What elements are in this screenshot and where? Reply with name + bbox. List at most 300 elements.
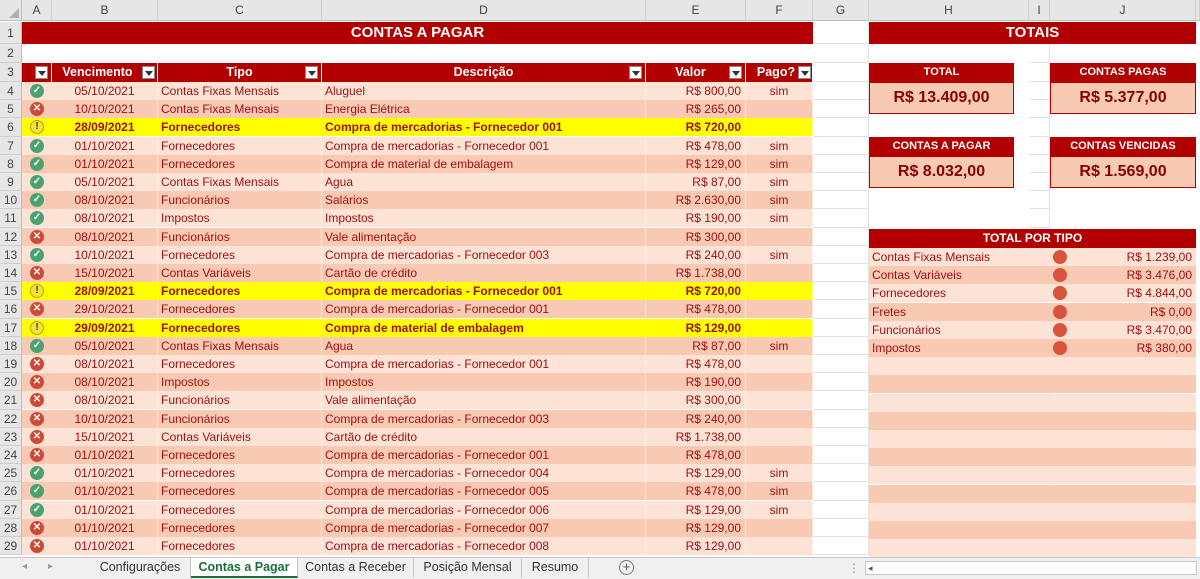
cell-pago[interactable]: sim [746, 209, 813, 227]
empty-cell[interactable] [1029, 173, 1050, 191]
cell-date[interactable]: 05/10/2021 [52, 173, 158, 191]
cell-date[interactable]: 10/10/2021 [52, 100, 158, 118]
tipo-row[interactable] [869, 412, 1196, 430]
tipo-label: Impostos [872, 341, 921, 355]
table-row[interactable] [22, 446, 813, 464]
cell-tipo[interactable]: Fornecedores [158, 501, 322, 519]
row-header[interactable]: 17 [0, 319, 22, 337]
cell-pago[interactable] [746, 282, 813, 300]
empty-cell[interactable] [813, 337, 869, 355]
column-header[interactable]: H [869, 0, 1029, 21]
row-header[interactable]: 25 [0, 464, 22, 482]
tipo-row[interactable] [869, 357, 1196, 375]
cell-valor[interactable]: R$ 240,00 [646, 246, 746, 264]
empty-cell[interactable] [813, 428, 869, 446]
check-circle-icon: ✓ [30, 339, 44, 353]
column-header[interactable]: C [158, 0, 322, 21]
table-row[interactable] [22, 100, 813, 118]
tab-nav-prev-icon[interactable]: ◂ [22, 561, 28, 572]
column-header[interactable]: I [1029, 0, 1050, 21]
cell-date[interactable]: 01/10/2021 [52, 537, 158, 555]
tipo-row[interactable] [869, 539, 1196, 557]
tipo-row[interactable] [869, 448, 1196, 466]
filter-button[interactable] [629, 66, 642, 79]
cell-valor[interactable]: R$ 265,00 [646, 100, 746, 118]
tipo-row[interactable] [869, 266, 1196, 284]
tipo-label: Fretes [872, 304, 907, 319]
empty-cell[interactable] [1029, 100, 1050, 118]
cell-desc[interactable]: Agua [322, 337, 646, 355]
sheet-tab[interactable]: Contas a Receber [298, 558, 414, 578]
table-row[interactable] [22, 173, 813, 191]
horizontal-scrollbar[interactable] [865, 561, 1197, 575]
cell-date[interactable]: 08/10/2021 [52, 373, 158, 391]
empty-cell[interactable] [813, 209, 869, 227]
cell-tipo[interactable]: Fornecedores [158, 482, 322, 500]
tipo-row[interactable] [869, 248, 1196, 266]
cell-valor[interactable]: R$ 129,00 [646, 464, 746, 482]
cell-pago[interactable]: sim [746, 337, 813, 355]
cell-pago[interactable] [746, 228, 813, 246]
tipo-row[interactable] [869, 375, 1196, 393]
cell-valor[interactable]: R$ 87,00 [646, 173, 746, 191]
cell-desc[interactable]: Vale alimentação [322, 391, 646, 409]
cell-date[interactable]: 05/10/2021 [52, 337, 158, 355]
tipo-value: R$ 3.476,00 [1126, 268, 1192, 283]
cell-pago[interactable] [746, 373, 813, 391]
cell-desc[interactable]: Compra de mercadorias - Fornecedor 006 [322, 501, 646, 519]
row-header[interactable]: 5 [0, 100, 22, 118]
table-row[interactable] [22, 391, 813, 409]
cell-valor[interactable]: R$ 1.738,00 [646, 428, 746, 446]
add-sheet-icon[interactable]: + [619, 560, 634, 575]
table-row[interactable] [22, 300, 813, 318]
cell-desc[interactable]: Aluguel [322, 82, 646, 100]
row-header[interactable]: 7 [0, 137, 22, 155]
cell-valor[interactable]: R$ 478,00 [646, 355, 746, 373]
column-header[interactable]: D [322, 0, 646, 21]
cell-valor[interactable]: R$ 129,00 [646, 155, 746, 173]
cell-tipo[interactable]: Contas Variáveis [158, 428, 322, 446]
cell-valor[interactable]: R$ 87,00 [646, 337, 746, 355]
cell-tipo[interactable]: Fornecedores [158, 155, 322, 173]
cell-valor[interactable]: R$ 478,00 [646, 482, 746, 500]
table-row[interactable] [22, 337, 813, 355]
cell-date[interactable]: 01/10/2021 [52, 482, 158, 500]
cell-tipo[interactable]: Fornecedores [158, 355, 322, 373]
cell-valor[interactable]: R$ 300,00 [646, 391, 746, 409]
cell-date[interactable]: 08/10/2021 [52, 209, 158, 227]
header-pago [746, 63, 813, 82]
tipo-row[interactable] [869, 394, 1196, 412]
tipo-row[interactable] [869, 466, 1196, 484]
tipo-value: R$ 1.239,00 [1126, 250, 1192, 264]
x-circle-icon: ✕ [30, 412, 44, 426]
cell-tipo[interactable]: Funcionários [158, 391, 322, 409]
card-total-header [869, 63, 1014, 82]
cell-date[interactable]: 08/10/2021 [52, 391, 158, 409]
tipo-label: Contas Variáveis [872, 268, 962, 283]
empty-cell[interactable] [1029, 191, 1050, 209]
row-header[interactable]: 22 [0, 410, 22, 428]
sheet-tab[interactable]: Configurações [90, 558, 191, 578]
empty-cell[interactable] [813, 464, 869, 482]
cell-pago[interactable] [746, 300, 813, 318]
cell-desc[interactable]: Compra de material de embalagem [322, 155, 646, 173]
table-row[interactable] [22, 355, 813, 373]
row-header[interactable]: 24 [0, 446, 22, 464]
cell-desc[interactable]: Compra de mercadorias - Fornecedor 004 [322, 464, 646, 482]
cell-pago[interactable]: sim [746, 82, 813, 100]
cell-pago[interactable] [746, 537, 813, 555]
cell-desc[interactable]: Compra de mercadorias - Fornecedor 005 [322, 482, 646, 500]
tipo-row[interactable] [869, 430, 1196, 448]
row-header[interactable]: 3 [0, 63, 22, 82]
check-circle-icon: ✓ [30, 484, 44, 498]
cell-date[interactable]: 29/09/2021 [52, 319, 158, 337]
cell-pago[interactable] [746, 264, 813, 282]
row-header[interactable]: 4 [0, 82, 22, 100]
cell-date[interactable]: 01/10/2021 [52, 446, 158, 464]
empty-cell[interactable] [813, 82, 869, 100]
cell-desc[interactable]: Compra de mercadorias - Fornecedor 001 [322, 300, 646, 318]
row-header[interactable]: 6 [0, 118, 22, 136]
cell-date[interactable]: 08/10/2021 [52, 228, 158, 246]
table-row[interactable] [22, 209, 813, 227]
empty-cell[interactable] [813, 137, 869, 155]
tipo-value: R$ 0,00 [1149, 304, 1192, 319]
column-header[interactable]: J [1050, 0, 1196, 21]
filter-button[interactable] [305, 66, 318, 79]
row-header[interactable]: 12 [0, 228, 22, 246]
cell-valor[interactable]: R$ 1.738,00 [646, 264, 746, 282]
empty-cell[interactable] [813, 118, 869, 136]
cell-date[interactable]: 28/09/2021 [52, 282, 158, 300]
table-row[interactable] [22, 519, 813, 537]
empty-cell[interactable] [1029, 63, 1050, 82]
cell-tipo[interactable]: Fornecedores [158, 300, 322, 318]
empty-cell[interactable] [813, 155, 869, 173]
empty-cell[interactable] [813, 191, 869, 209]
row-header[interactable]: 14 [0, 264, 22, 282]
cell-tipo[interactable]: Funcionários [158, 228, 322, 246]
row-header[interactable]: 11 [0, 209, 22, 227]
empty-cell[interactable] [1029, 44, 1050, 63]
cell-pago[interactable]: sim [746, 155, 813, 173]
cell-tipo[interactable]: Fornecedores [158, 137, 322, 155]
cell-valor[interactable]: R$ 2.630,00 [646, 191, 746, 209]
cell-tipo[interactable]: Fornecedores [158, 319, 322, 337]
cell-date[interactable]: 28/09/2021 [52, 118, 158, 136]
column-header[interactable]: E [646, 0, 746, 21]
cell-pago[interactable]: sim [746, 501, 813, 519]
cell-valor[interactable]: R$ 478,00 [646, 300, 746, 318]
filter-button[interactable] [35, 66, 48, 79]
cell-tipo[interactable]: Fornecedores [158, 282, 322, 300]
table-row[interactable] [22, 118, 813, 136]
card-pagas-header [1050, 63, 1196, 82]
row-header[interactable]: 2 [0, 44, 22, 63]
empty-cell[interactable] [813, 410, 869, 428]
cell-valor[interactable]: R$ 129,00 [646, 519, 746, 537]
cell-tipo[interactable]: Contas Fixas Mensais [158, 337, 322, 355]
row-header[interactable]: 26 [0, 482, 22, 500]
table-row[interactable] [22, 264, 813, 282]
empty-cell[interactable] [813, 482, 869, 500]
table-row[interactable] [22, 501, 813, 519]
cell-pago[interactable] [746, 428, 813, 446]
cell-desc[interactable]: Vale alimentação [322, 228, 646, 246]
cell-desc[interactable]: Compra de mercadorias - Fornecedor 001 [322, 118, 646, 136]
cell-desc[interactable]: Impostos [322, 209, 646, 227]
empty-cell[interactable] [813, 282, 869, 300]
x-circle-icon: ✕ [30, 375, 44, 389]
cell-date[interactable]: 08/10/2021 [52, 191, 158, 209]
row-header[interactable]: 21 [0, 391, 22, 409]
cell-tipo[interactable]: Fornecedores [158, 537, 322, 555]
row-header[interactable]: 18 [0, 337, 22, 355]
cell-desc[interactable]: Compra de mercadorias - Fornecedor 001 [322, 446, 646, 464]
status-dot-icon [1053, 323, 1067, 337]
tipo-row[interactable] [869, 521, 1196, 539]
cell-desc[interactable]: Compra de mercadorias - Fornecedor 003 [322, 246, 646, 264]
cell-desc[interactable]: Compra de mercadorias - Fornecedor 007 [322, 519, 646, 537]
column-header[interactable]: F [746, 0, 813, 21]
table-row[interactable] [22, 373, 813, 391]
cell-desc[interactable]: Compra de mercadorias - Fornecedor 003 [322, 410, 646, 428]
cell-desc[interactable]: Compra de mercadorias - Fornecedor 001 [322, 137, 646, 155]
row-header[interactable]: 19 [0, 355, 22, 373]
empty-cell[interactable] [813, 228, 869, 246]
empty-cell[interactable] [1029, 209, 1050, 227]
card-vencidas-amount: R$ 1.569,00 [1079, 163, 1167, 180]
empty-cell[interactable] [813, 44, 869, 63]
tipo-row[interactable] [869, 303, 1196, 321]
column-header[interactable]: B [52, 0, 158, 21]
empty-cell[interactable] [813, 246, 869, 264]
tipo-row[interactable] [869, 503, 1196, 521]
cell-pago[interactable]: sim [746, 482, 813, 500]
card-vencidas-value[interactable] [1050, 156, 1196, 188]
cell-tipo[interactable]: Contas Variáveis [158, 264, 322, 282]
cell-tipo[interactable]: Fornecedores [158, 519, 322, 537]
empty-cell[interactable] [813, 319, 869, 337]
cell-pago[interactable] [746, 410, 813, 428]
cell-valor[interactable]: R$ 129,00 [646, 501, 746, 519]
empty-cell[interactable] [813, 391, 869, 409]
cell-tipo[interactable]: Funcionários [158, 410, 322, 428]
column-header[interactable]: A [22, 0, 52, 21]
empty-cell[interactable] [813, 501, 869, 519]
cell-date[interactable]: 10/10/2021 [52, 410, 158, 428]
cell-tipo[interactable]: Fornecedores [158, 446, 322, 464]
empty-cell[interactable] [813, 519, 869, 537]
cell-valor[interactable]: R$ 720,00 [646, 118, 746, 136]
tipo-row[interactable] [869, 321, 1196, 339]
sheet-tab[interactable]: Resumo [522, 558, 589, 578]
empty-cell[interactable] [1029, 137, 1050, 155]
cell-tipo[interactable]: Fornecedores [158, 464, 322, 482]
card-total-amount: R$ 13.409,00 [893, 89, 990, 106]
filter-button[interactable] [729, 66, 742, 79]
empty-cell[interactable] [1029, 82, 1050, 100]
empty-cell[interactable] [813, 63, 869, 82]
card-pagas-amount: R$ 5.377,00 [1079, 89, 1167, 106]
cell-valor[interactable]: R$ 129,00 [646, 319, 746, 337]
header-descricao [322, 63, 646, 82]
cell-desc[interactable]: Cartão de crédito [322, 264, 646, 282]
row-header[interactable]: 9 [0, 173, 22, 191]
cell-pago[interactable] [746, 446, 813, 464]
card-pagas-value[interactable] [1050, 82, 1196, 114]
empty-cell[interactable] [813, 300, 869, 318]
cell-date[interactable]: 01/10/2021 [52, 155, 158, 173]
cell-valor[interactable]: R$ 300,00 [646, 228, 746, 246]
table-row[interactable] [22, 246, 813, 264]
row-header[interactable]: 20 [0, 373, 22, 391]
card-total-value[interactable] [869, 82, 1014, 114]
cell-tipo[interactable]: Contas Fixas Mensais [158, 173, 322, 191]
row-header[interactable]: 13 [0, 246, 22, 264]
cell-tipo[interactable]: Fornecedores [158, 118, 322, 136]
cell-tipo[interactable]: Impostos [158, 373, 322, 391]
cell-valor[interactable]: R$ 240,00 [646, 410, 746, 428]
empty-cell[interactable] [813, 22, 869, 44]
tipo-row[interactable] [869, 339, 1196, 357]
cell-valor[interactable]: R$ 800,00 [646, 82, 746, 100]
select-all-corner[interactable] [0, 0, 22, 21]
table-row[interactable] [22, 428, 813, 446]
cell-date[interactable]: 01/10/2021 [52, 501, 158, 519]
status-dot-icon [1053, 286, 1067, 300]
cell-pago[interactable]: sim [746, 246, 813, 264]
cell-pago[interactable] [746, 118, 813, 136]
cell-pago[interactable]: sim [746, 173, 813, 191]
sheet-tab[interactable]: Posição Mensal [414, 558, 522, 578]
column-header[interactable]: G [813, 0, 869, 21]
cell-desc[interactable]: Compra de mercadorias - Fornecedor 008 [322, 537, 646, 555]
cell-date[interactable]: 05/10/2021 [52, 82, 158, 100]
table-row[interactable] [22, 155, 813, 173]
row-header[interactable]: 10 [0, 191, 22, 209]
cell-desc[interactable]: Agua [322, 173, 646, 191]
cell-date[interactable]: 15/10/2021 [52, 428, 158, 446]
cell-valor[interactable]: R$ 478,00 [646, 137, 746, 155]
empty-cell[interactable] [813, 355, 869, 373]
cell-desc[interactable]: Compra de material de embalagem [322, 319, 646, 337]
x-circle-icon: ✕ [30, 357, 44, 371]
card-apagar-value[interactable] [869, 156, 1014, 188]
cell-valor[interactable]: R$ 720,00 [646, 282, 746, 300]
totals-title: TOTAIS [1005, 24, 1060, 41]
cell-tipo[interactable]: Impostos [158, 209, 322, 227]
x-circle-icon: ✕ [30, 430, 44, 444]
cell-pago[interactable] [746, 391, 813, 409]
table-row[interactable] [22, 137, 813, 155]
filter-button[interactable] [798, 66, 811, 79]
cell-desc[interactable]: Impostos [322, 373, 646, 391]
cell-pago[interactable] [746, 100, 813, 118]
cell-pago[interactable] [746, 319, 813, 337]
table-row[interactable] [22, 537, 813, 555]
sheet-tab[interactable]: Contas a Pagar [191, 558, 298, 578]
row-header[interactable]: 8 [0, 155, 22, 173]
cell-pago[interactable]: sim [746, 191, 813, 209]
table-row[interactable] [22, 482, 813, 500]
scroll-left-icon[interactable]: ◂ [868, 563, 873, 573]
cell-date[interactable]: 29/10/2021 [52, 300, 158, 318]
cell-tipo[interactable]: Funcionários [158, 191, 322, 209]
table-row[interactable] [22, 82, 813, 100]
row-header[interactable]: 23 [0, 428, 22, 446]
filter-button[interactable] [142, 66, 155, 79]
empty-cell[interactable] [1029, 118, 1050, 136]
check-circle-icon: ✓ [30, 503, 44, 517]
cell-date[interactable]: 15/10/2021 [52, 264, 158, 282]
tab-nav-next-icon[interactable]: ▸ [48, 561, 54, 572]
cell-valor[interactable]: R$ 129,00 [646, 537, 746, 555]
empty-cell[interactable] [813, 100, 869, 118]
empty-cell[interactable] [813, 373, 869, 391]
tipo-row[interactable] [869, 284, 1196, 302]
row-header[interactable]: 27 [0, 501, 22, 519]
header-valor [646, 63, 746, 82]
empty-cell[interactable] [813, 173, 869, 191]
empty-cell[interactable] [1029, 155, 1050, 173]
table-row[interactable] [22, 410, 813, 428]
cell-date[interactable]: 01/10/2021 [52, 519, 158, 537]
row-header[interactable]: 16 [0, 300, 22, 318]
cell-valor[interactable]: R$ 190,00 [646, 209, 746, 227]
table-row[interactable] [22, 191, 813, 209]
row-header[interactable]: 28 [0, 519, 22, 537]
cell-date[interactable]: 10/10/2021 [52, 246, 158, 264]
row-header[interactable]: 29 [0, 537, 22, 555]
cell-tipo[interactable]: Contas Fixas Mensais [158, 82, 322, 100]
x-circle-icon: ✕ [30, 521, 44, 535]
tipo-value: R$ 380,00 [1136, 341, 1192, 355]
cell-tipo[interactable]: Fornecedores [158, 246, 322, 264]
table-row[interactable] [22, 464, 813, 482]
cell-pago[interactable]: sim [746, 464, 813, 482]
cell-tipo[interactable]: Contas Fixas Mensais [158, 100, 322, 118]
row-header[interactable]: 15 [0, 282, 22, 300]
cell-date[interactable]: 01/10/2021 [52, 464, 158, 482]
cell-pago[interactable] [746, 355, 813, 373]
cell-date[interactable]: 08/10/2021 [52, 355, 158, 373]
cell-desc[interactable]: Cartão de crédito [322, 428, 646, 446]
empty-cell[interactable] [813, 264, 869, 282]
cell-valor[interactable]: R$ 190,00 [646, 373, 746, 391]
table-row[interactable] [22, 282, 813, 300]
table-row[interactable] [22, 319, 813, 337]
cell-desc[interactable]: Compra de mercadorias - Fornecedor 001 [322, 282, 646, 300]
cell-desc[interactable]: Energia Elétrica [322, 100, 646, 118]
row-header[interactable]: 1 [0, 22, 22, 44]
cell-desc[interactable]: Salários [322, 191, 646, 209]
tipo-row[interactable] [869, 485, 1196, 503]
cell-valor[interactable]: R$ 478,00 [646, 446, 746, 464]
cell-desc[interactable]: Compra de mercadorias - Fornecedor 001 [322, 355, 646, 373]
cell-date[interactable]: 01/10/2021 [52, 137, 158, 155]
x-circle-icon: ✕ [30, 393, 44, 407]
cell-pago[interactable]: sim [746, 137, 813, 155]
cell-pago[interactable] [746, 519, 813, 537]
more-options-icon[interactable]: ⋮ [848, 561, 861, 575]
empty-cell[interactable] [813, 537, 869, 555]
empty-cell[interactable] [813, 446, 869, 464]
table-row[interactable] [22, 228, 813, 246]
